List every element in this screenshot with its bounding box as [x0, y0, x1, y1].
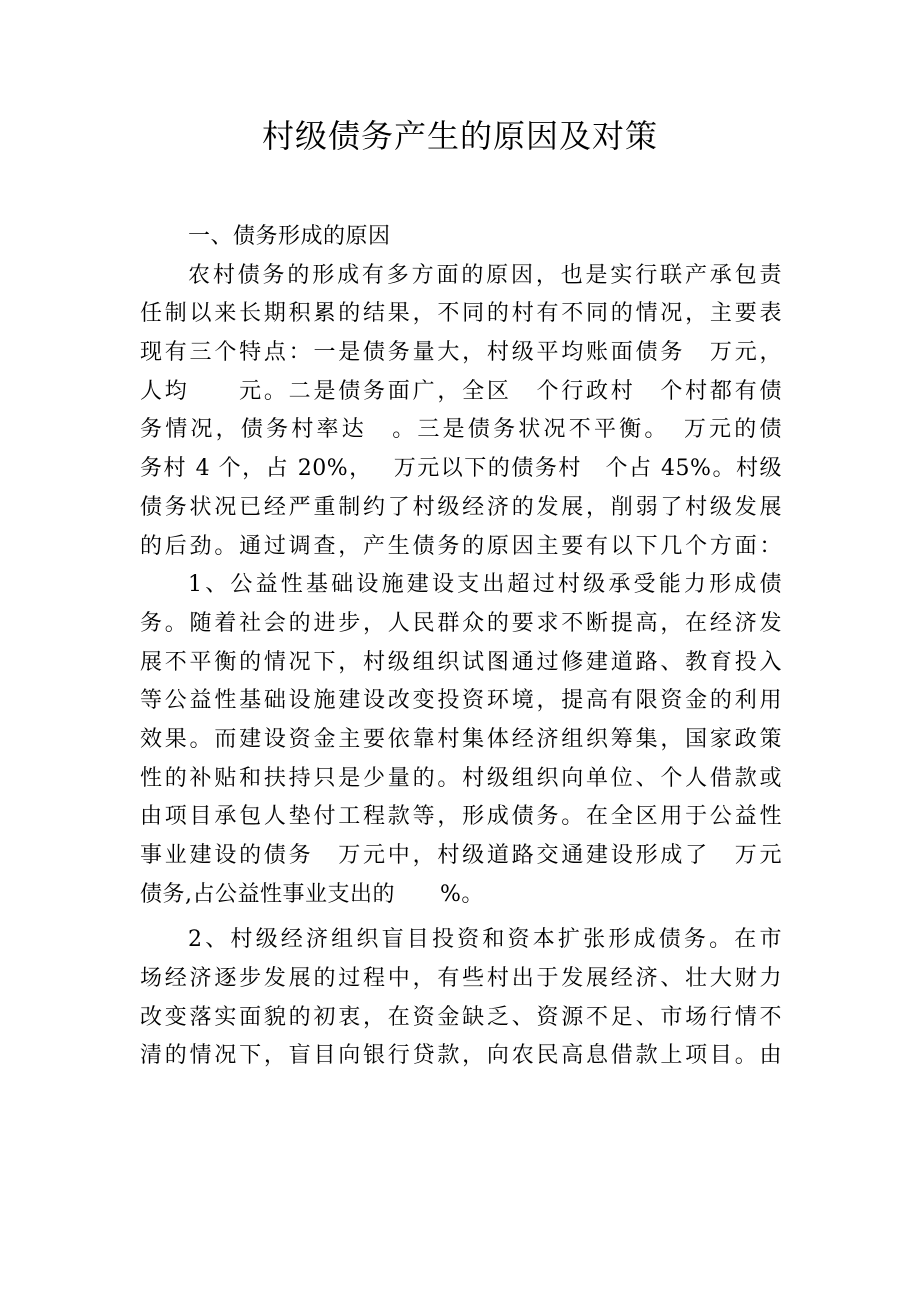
paragraph-line: 2、村级经济组织盲目投资和资本扩张形成债务。在市 — [188, 927, 782, 953]
paragraph-line: 任制以来长期积累的结果，不同的村有不同的情况，主要表 — [140, 301, 782, 327]
paragraph-line: 债务状况已经严重制约了村级经济的发展，削弱了村级发展 — [140, 494, 782, 520]
paragraph-line: 性的补贴和扶持只是少量的。村级组织向单位、个人借款或 — [140, 765, 782, 791]
paragraph-line: 人均 元。二是债务面广，全区 个行政村 个村都有债 — [140, 378, 782, 404]
paragraph-2 — [140, 566, 782, 914]
paragraph-line: 清的情况下，盲目向银行贷款，向农民高息借款上项目。由 — [140, 1043, 782, 1069]
paragraph-line: 现有三个特点：一是债务量大，村级平均账面债务 万元， — [140, 340, 782, 366]
paragraph-line: 场经济逐步发展的过程中，有些村出于发展经济、壮大财力 — [140, 966, 782, 992]
paragraph-line: 的后劲。通过调查，产生债务的原因主要有以下几个方面： — [140, 533, 782, 559]
paragraph-spacer — [140, 914, 782, 921]
paragraph-line: 事业建设的债务 万元中，村级道路交通建设形成了 万元 — [140, 843, 782, 868]
paragraph-line: 等公益性基础设施建设改变投资环境，提高有限资金的利用 — [140, 688, 782, 714]
paragraph-1 — [140, 257, 782, 567]
document-body — [140, 218, 782, 1076]
paragraph-line: 务情况，债务村率达 。三是债务状况不平衡。 万元的债 — [140, 417, 782, 443]
paragraph-line: 展不平衡的情况下，村级组织试图通过修建道路、教育投入 — [140, 649, 782, 675]
paragraph-line: 改变落实面貌的初衷，在资金缺乏、资源不足、市场行情不 — [140, 1004, 782, 1030]
paragraph-line: 务。随着社会的进步，人民群众的要求不断提高，在经济发 — [140, 610, 782, 636]
paragraph-3 — [140, 921, 782, 1076]
paragraph-line: 务村 4 个，占 20%， 万元以下的债务村 个占 45%。村级 — [140, 456, 782, 482]
paragraph-line: 由项目承包人垫付工程款等，形成债务。在全区用于公益性 — [140, 804, 782, 830]
document-title: 村级债务产生的原因及对策 — [261, 117, 658, 155]
section-heading: 一、债务形成的原因 — [188, 224, 391, 249]
paragraph-line: 1、公益性基础设施建设支出超过村级承受能力形成债 — [188, 572, 782, 598]
paragraph-line: 债务,占公益性事业支出的 %。 — [140, 881, 484, 907]
paragraph-line: 效果。而建设资金主要依靠村集体经济组织筹集，国家政策 — [140, 726, 782, 752]
paragraph-line: 农村债务的形成有多方面的原因，也是实行联产承包责 — [188, 262, 782, 288]
